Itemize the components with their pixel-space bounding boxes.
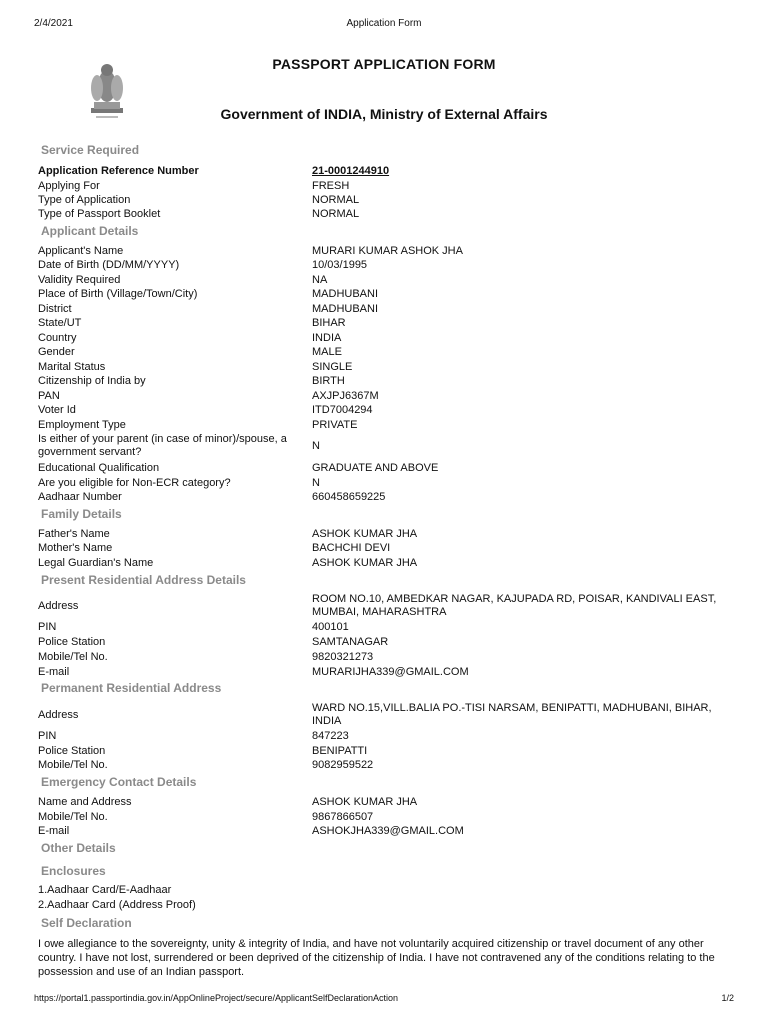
footer-page-number: 1/2: [721, 993, 734, 1003]
field-label: Address: [38, 600, 79, 612]
field-value: AXJPJ6367M: [312, 390, 379, 402]
field-label: Applicant's Name: [38, 245, 124, 257]
field-label: Employment Type: [38, 419, 126, 431]
field-value: FRESH: [312, 180, 350, 192]
field-value: ROOM NO.10, AMBEDKAR NAGAR, KAJUPADA RD, POISAR, KANDIVALI EAST, MUMBAI, MAHARASHTRA: [312, 593, 717, 618]
field-label: PIN: [38, 621, 57, 633]
field-value: PRIVATE: [312, 419, 358, 431]
field-label: Validity Required: [38, 274, 121, 286]
field-label: Country: [38, 332, 77, 344]
field-label: Mobile/Tel No.: [38, 759, 108, 771]
field-value: 9082959522: [312, 759, 374, 771]
field-label: Place of Birth (Village/Town/City): [38, 288, 198, 300]
section-permanent-address: Permanent Residential Address: [41, 681, 222, 695]
field-label: Mobile/Tel No.: [38, 651, 108, 663]
field-value: BIRTH: [312, 375, 345, 387]
footer-url: https://portal1.passportindia.gov.in/AppOnlineProject/secure/ApplicantSelfDeclarationAction: [34, 993, 399, 1003]
field-value: ASHOK KUMAR JHA: [312, 796, 418, 808]
field-value: BACHCHI DEVI: [312, 542, 391, 554]
field-value: BENIPATTI: [312, 745, 368, 757]
field-value: 400101: [312, 621, 349, 633]
field-label: Father's Name: [38, 528, 110, 540]
field-label: Mother's Name: [38, 542, 113, 554]
field-label: Is either of your parent (in case of minor)/spouse, a government servant?: [38, 433, 287, 458]
field-label: Gender: [38, 346, 75, 358]
field-label: Address: [38, 709, 79, 721]
field-label: PIN: [38, 730, 57, 742]
field-label: Aadhaar Number: [38, 491, 122, 503]
field-label: District: [38, 303, 72, 315]
field-value: N: [312, 440, 320, 452]
field-value: MADHUBANI: [312, 303, 379, 315]
field-value: 10/03/1995: [312, 259, 368, 271]
print-title: Application Form: [346, 18, 422, 29]
field-value: 9820321273: [312, 651, 374, 663]
field-value: BIHAR: [312, 317, 346, 329]
field-label: Application Reference Number: [38, 165, 199, 177]
field-label: Voter Id: [38, 404, 76, 416]
field-value: SAMTANAGAR: [312, 636, 389, 648]
enclosure-item: 2.Aadhaar Card (Address Proof): [38, 899, 196, 911]
print-date: 2/4/2021: [34, 18, 73, 29]
field-label: Citizenship of India by: [38, 375, 146, 387]
field-label: Legal Guardian's Name: [38, 557, 154, 569]
enclosure-item: 1.Aadhaar Card/E-Aadhaar: [38, 884, 172, 896]
field-value: 21-0001244910: [312, 165, 390, 177]
field-label: PAN: [38, 390, 60, 402]
field-value: 9867866507: [312, 811, 374, 823]
field-value: 847223: [312, 730, 349, 742]
field-label: Type of Passport Booklet: [38, 208, 161, 220]
field-value: ASHOK KUMAR JHA: [312, 528, 418, 540]
field-label: State/UT: [38, 317, 82, 329]
field-value: ITD7004294: [312, 404, 373, 416]
field-value: ASHOK KUMAR JHA: [312, 557, 418, 569]
field-value: MURARI KUMAR ASHOK JHA: [312, 245, 463, 257]
form-title: PASSPORT APPLICATION FORM: [272, 56, 496, 72]
field-label: Marital Status: [38, 361, 106, 373]
field-label: E-mail: [38, 666, 70, 678]
field-label: Are you eligible for Non-ECR category?: [38, 477, 231, 489]
section-applicant-details: Applicant Details: [41, 224, 139, 238]
section-family-details: Family Details: [41, 507, 122, 521]
field-value: MADHUBANI: [312, 288, 379, 300]
field-value: MALE: [312, 346, 342, 358]
field-value: NORMAL: [312, 194, 360, 206]
declaration-text: I owe allegiance to the sovereignty, unity & integrity of India, and have not voluntarily acquired citizenship or travel document of any other country. I have not lost, surrendered or been deprived of the citizenship of India. I have not contravened any of the conditions relating to the possession and use of an Indian passport.: [38, 938, 715, 978]
field-label: Police Station: [38, 636, 106, 648]
field-label: Mobile/Tel No.: [38, 811, 108, 823]
field-label: Type of Application: [38, 194, 131, 206]
field-label: E-mail: [38, 825, 70, 837]
field-value: 660458659225: [312, 491, 386, 503]
field-label: Applying For: [38, 180, 100, 192]
section-emergency-contact: Emergency Contact Details: [41, 775, 197, 789]
section-self-declaration: Self Declaration: [41, 916, 132, 930]
form-subtitle: Government of INDIA, Ministry of External Affairs: [220, 106, 548, 122]
field-label: Date of Birth (DD/MM/YYYY): [38, 259, 180, 271]
section-service-required: Service Required: [41, 143, 140, 157]
field-value: ASHOKJHA339@GMAIL.COM: [312, 825, 464, 837]
field-label: Educational Qualification: [38, 462, 160, 474]
field-value: NORMAL: [312, 208, 360, 220]
field-label: Police Station: [38, 745, 106, 757]
field-value: GRADUATE AND ABOVE: [312, 462, 439, 474]
section-present-address: Present Residential Address Details: [41, 573, 246, 587]
field-label: Name and Address: [38, 796, 132, 808]
field-value: N: [312, 477, 320, 489]
field-value: INDIA: [312, 332, 342, 344]
field-value: MURARIJHA339@GMAIL.COM: [312, 666, 469, 678]
field-value: SINGLE: [312, 361, 353, 373]
section-other-details: Other Details: [41, 841, 116, 855]
field-value: WARD NO.15,VILL.BALIA PO.-TISI NARSAM, BENIPATTI, MADHUBANI, BIHAR, INDIA: [312, 702, 712, 727]
field-value: NA: [312, 274, 328, 286]
section-enclosures: Enclosures: [41, 864, 106, 878]
